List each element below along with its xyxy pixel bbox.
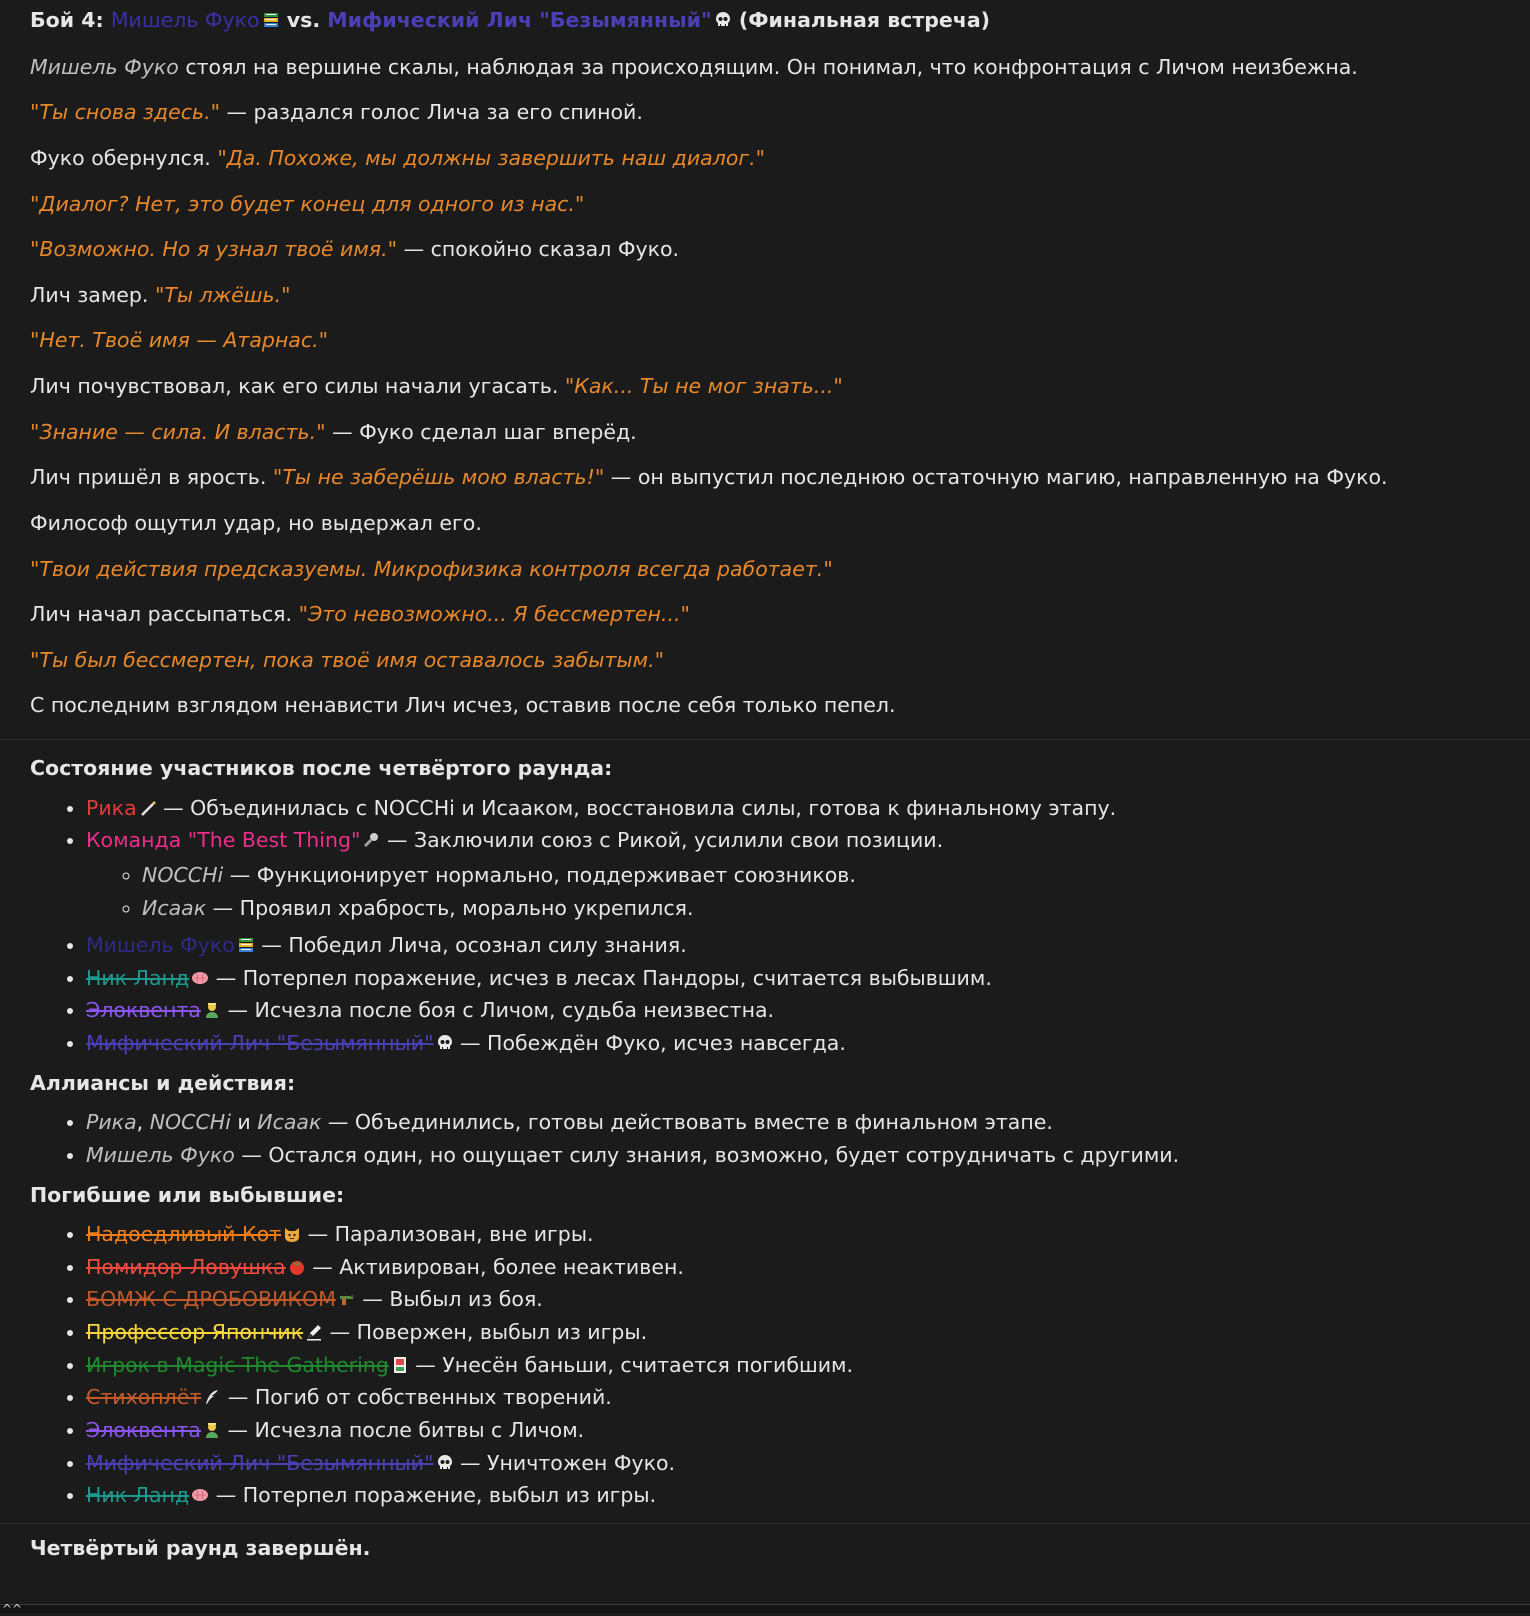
card-icon — [391, 1356, 409, 1374]
alliances-list — [30, 1110, 1500, 1168]
quote-text: "Диалог? Нет, это будет конец для одного из нас." — [30, 191, 585, 216]
eliminated-status: — Активирован, более неактивен. — [305, 1254, 684, 1279]
quote-text: "Ты был бессмертен, пока твоё имя оставалось забытым." — [30, 647, 665, 672]
wand-icon — [139, 799, 157, 817]
list-item — [86, 796, 1500, 822]
story-paragraph — [30, 283, 1500, 309]
story-paragraph — [30, 374, 1500, 400]
quote-text: "Это невозможно... Я бессмертен..." — [298, 602, 690, 627]
alliance-member: NOCCHi — [149, 1110, 231, 1135]
list-item — [86, 1353, 1500, 1379]
narration-text: Лич замер. — [30, 282, 155, 307]
list-item — [86, 1031, 1500, 1057]
separator: , — [136, 1110, 150, 1135]
team-members-list — [86, 863, 1500, 921]
eliminated-name: Профессор Япончик — [86, 1320, 304, 1344]
participant-name: Мишель Фуко — [86, 933, 235, 958]
section-heading-eliminated: Погибшие или выбывшие: — [30, 1182, 345, 1207]
cat-icon — [283, 1225, 301, 1243]
quote-text: "Да. Похоже, мы должны завершить наш диалог." — [217, 145, 766, 170]
list-item — [86, 1143, 1500, 1169]
narration-text: стоял на вершине скалы, наблюдая за происходящим. Он понимал, что конфронтация с Личом неизбежна. — [178, 54, 1358, 79]
participant-status: — Заключили союз с Рикой, усилили свои позиции. — [380, 828, 944, 853]
story-paragraph — [30, 511, 1500, 537]
story-paragraph — [30, 192, 1500, 218]
list-item — [86, 1320, 1500, 1346]
fighter2-name: Мифический Лич "Безымянный" — [327, 8, 712, 32]
round-finished: Четвёртый раунд завершён. — [30, 1535, 371, 1560]
narration-text: Лич почувствовал, как его силы начали угасать. — [30, 374, 565, 398]
section-heading-alliances: Аллиансы и действия: — [30, 1070, 296, 1095]
participant-status: — Исчезла после боя с Личом, судьба неизвестна. — [220, 998, 775, 1023]
brain-icon — [191, 1486, 209, 1504]
list-item — [86, 998, 1500, 1024]
eliminated-status: — Исчезла после битвы с Личом. — [220, 1417, 585, 1442]
list-item — [86, 933, 1500, 959]
quote-text: "Ты не заберёшь мою власть!" — [272, 465, 605, 490]
narration-text: Лич начал рассыпаться. — [30, 602, 299, 627]
narration-text: — спокойно сказал Фуко. — [397, 237, 680, 262]
story-paragraph — [30, 237, 1500, 263]
eliminated-name: БОМЖ С ДРОБОВИКОМ — [86, 1287, 336, 1312]
title-suffix: (Финальная встреча) — [738, 8, 991, 32]
fighter1-name: Мишель Фуко — [110, 8, 260, 32]
eliminated-name: Ник Ланд — [86, 1483, 190, 1508]
eliminated-list — [30, 1222, 1500, 1509]
participant-name-rika: Рика — [86, 795, 137, 820]
eliminated-name: Элоквента — [86, 1417, 201, 1442]
story-paragraph — [30, 648, 1500, 674]
list-item — [86, 1287, 1500, 1313]
alliance-member: Рика — [86, 1110, 137, 1135]
fight-title — [30, 8, 1500, 34]
character-name: Мишель Фуко — [30, 54, 179, 79]
eliminated-status: — Потерпел поражение, выбыл из игры. — [209, 1483, 657, 1508]
list-item — [86, 828, 1500, 921]
participant-name-team: Команда "The Best Thing" — [86, 828, 361, 853]
list-item — [86, 1451, 1500, 1477]
quote-text: "Знание — сила. И власть." — [30, 419, 326, 444]
story-paragraphs — [30, 55, 1500, 719]
books-icon — [262, 11, 280, 29]
list-item — [86, 1385, 1500, 1411]
quote-text: "Нет. Твоё имя — Атарнас." — [30, 328, 329, 353]
alliance-member: Исаак — [257, 1110, 322, 1135]
quote-text: "Твои действия предсказуемы. Микрофизика контроля всегда работает." — [30, 556, 833, 581]
tomato-icon — [288, 1258, 306, 1276]
participant-name: Элоквента — [86, 998, 201, 1023]
member-name: Исаак — [142, 895, 207, 920]
separator: и — [230, 1110, 258, 1135]
microphone-icon — [362, 831, 380, 849]
collapse-arrows-icon[interactable]: ^^ — [2, 1602, 23, 1616]
skull-icon — [714, 11, 732, 29]
eliminated-name: Игрок в Magic The Gathering — [86, 1352, 389, 1377]
member-status: — Функционирует нормально, поддерживает союзников. — [223, 862, 856, 887]
eliminated-name: Стихоплёт — [86, 1385, 202, 1410]
quote-text: "Ты снова здесь." — [30, 100, 221, 125]
participant-name: Мифический Лич "Безымянный" — [86, 1031, 434, 1055]
story-paragraph — [30, 693, 1500, 719]
quote-text: "Ты лжёшь." — [154, 282, 291, 307]
title-vs: vs. — [286, 8, 321, 32]
chat-message — [30, 8, 1500, 1575]
brain-icon — [191, 969, 209, 987]
pencil-icon — [305, 1323, 323, 1341]
story-paragraph — [30, 420, 1500, 446]
eliminated-status: — Погиб от собственных творений. — [221, 1385, 612, 1410]
list-item — [86, 1418, 1500, 1444]
list-item — [142, 863, 1500, 889]
member-status: — Проявил храбрость, морально укрепился. — [206, 895, 694, 920]
story-paragraph — [30, 557, 1500, 583]
title-prefix: Бой 4: — [30, 8, 104, 32]
quill-icon — [203, 1388, 221, 1406]
narration-text: — Фуко сделал шаг вперёд. — [325, 419, 637, 444]
eliminated-status: — Повержен, выбыл из игры. — [323, 1320, 648, 1344]
bottom-bar — [0, 1602, 1530, 1616]
section-heading-status: Состояние участников после четвёртого раунда: — [30, 756, 613, 780]
eliminated-name: Надоедливый Кот — [86, 1222, 282, 1247]
narration-text: Философ ощутил удар, но выдержал его. — [30, 510, 482, 535]
list-item — [86, 1483, 1500, 1509]
quote-text: "Возможно. Но я узнал твоё имя." — [30, 237, 398, 262]
skull-icon — [436, 1454, 454, 1472]
eliminated-name: Мифический Лич "Безымянный" — [86, 1450, 434, 1475]
member-name: NOCCHi — [142, 862, 224, 887]
narration-text: — раздался голос Лича за его спиной. — [220, 100, 643, 125]
divider — [0, 1523, 1530, 1524]
alliance-member: Мишель Фуко — [86, 1142, 235, 1167]
person-icon — [203, 1001, 221, 1019]
participant-status: — Побеждён Фуко, исчез навсегда. — [453, 1031, 846, 1055]
quote-text: "Как... Ты не мог знать..." — [564, 374, 843, 398]
alliance-text: — Остался один, но ощущает силу знания, возможно, будет сотрудничать с другими. — [234, 1142, 1180, 1167]
eliminated-status: — Унесён баньши, считается погибшим. — [408, 1352, 854, 1377]
divider — [0, 739, 1530, 740]
skull-icon — [436, 1034, 454, 1052]
participant-status: — Потерпел поражение, исчез в лесах Пандоры, считается выбывшим. — [209, 965, 992, 990]
eliminated-name: Помидор-Ловушка — [86, 1254, 286, 1279]
books-icon — [237, 936, 255, 954]
list-item — [86, 1110, 1500, 1136]
eliminated-status: — Выбыл из боя. — [355, 1287, 543, 1312]
alliance-text: — Объединились, готовы действовать вместе в финальном этапе. — [321, 1110, 1053, 1135]
participant-name: Ник Ланд — [86, 965, 190, 990]
eliminated-status: — Парализован, вне игры. — [301, 1222, 594, 1247]
narration-text: Фуко обернулся. — [30, 145, 218, 170]
story-paragraph — [30, 602, 1500, 628]
list-item — [142, 896, 1500, 922]
story-paragraph — [30, 55, 1500, 81]
status-list — [30, 796, 1500, 1057]
eliminated-status: — Уничтожен Фуко. — [453, 1450, 676, 1475]
list-item — [86, 1222, 1500, 1248]
narration-text: Лич пришёл в ярость. — [30, 465, 273, 490]
list-item — [86, 1255, 1500, 1281]
participant-status: — Объединилась с NOCCHi и Исааком, восстановила силы, готова к финальному этапу. — [156, 795, 1117, 820]
participant-status: — Победил Лича, осознал силу знания. — [254, 933, 687, 958]
story-paragraph — [30, 328, 1500, 354]
story-paragraph — [30, 465, 1500, 491]
person-icon — [203, 1421, 221, 1439]
story-paragraph — [30, 146, 1500, 172]
list-item — [86, 966, 1500, 992]
story-paragraph — [30, 100, 1500, 126]
narration-text: — он выпустил последнюю остаточную магию, направленную на Фуко. — [604, 465, 1388, 490]
narration-text: С последним взглядом ненависти Лич исчез, оставив после себя только пепел. — [30, 693, 896, 718]
gun-icon — [338, 1290, 356, 1308]
